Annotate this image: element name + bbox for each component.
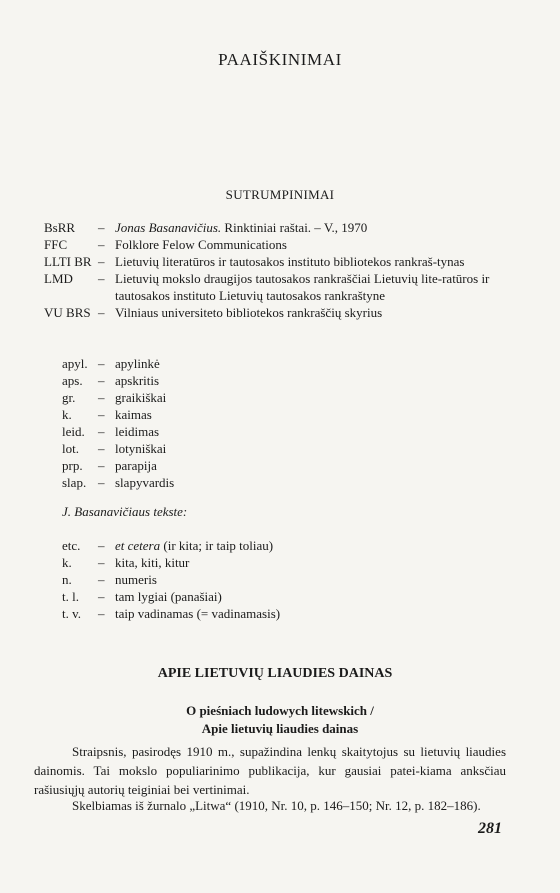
abbr-value: graikiškai xyxy=(115,390,167,405)
abbr-key: lot. xyxy=(62,441,79,456)
page-number: 281 xyxy=(478,820,502,837)
abbr-key: k. xyxy=(62,407,72,422)
list-item xyxy=(62,537,532,554)
abbr-dash: – xyxy=(98,356,105,371)
list-item xyxy=(44,304,514,321)
list-item xyxy=(44,270,514,304)
abbr-value: kita, kiti, kitur xyxy=(115,555,190,570)
abbr-dash: – xyxy=(98,407,105,422)
abbr-key: etc. xyxy=(62,538,81,553)
abbr-dash: – xyxy=(98,390,105,405)
abbr-value: Folklore Felow Communications xyxy=(115,237,287,252)
abbr-key: slap. xyxy=(62,475,87,490)
abbr-dash: – xyxy=(98,555,105,570)
term-explanation: (ir kita; ir taip toliau) xyxy=(160,538,274,553)
abbr-value: kaimas xyxy=(115,407,152,422)
author-name: Jonas Basanavičius. xyxy=(115,220,222,235)
list-item xyxy=(62,457,532,474)
abbr-key: BsRR xyxy=(44,220,76,235)
abbr-dash: – xyxy=(98,220,105,235)
abbr-value: apskritis xyxy=(115,373,160,388)
list-item xyxy=(62,389,532,406)
text-abbreviations-note: J. Basanavičiaus tekste: xyxy=(62,504,188,519)
list-item xyxy=(44,219,514,236)
list-item xyxy=(62,423,532,440)
abbr-value: Vilniaus universiteto bibliotekos rankraščių skyrius xyxy=(115,305,383,320)
abbr-dash: – xyxy=(98,475,105,490)
abbr-value xyxy=(115,219,514,236)
list-item xyxy=(44,253,514,270)
list-item xyxy=(62,571,532,588)
abbr-dash: – xyxy=(98,424,105,439)
abbr-value: slapyvardis xyxy=(115,475,175,490)
abbr-value xyxy=(115,537,532,554)
abbr-value: numeris xyxy=(115,572,157,587)
text-abbreviations-list xyxy=(62,537,532,622)
list-item xyxy=(62,588,532,605)
article-source-note: Skelbiamas iš žurnalo „Litwa“ (1910, Nr. 10, p. 146–150; Nr. 12, p. 182–186). xyxy=(72,798,481,813)
abbr-dash: – xyxy=(98,589,105,604)
abbr-dash: – xyxy=(98,441,105,456)
list-item xyxy=(62,554,532,571)
abbr-dash: – xyxy=(98,538,105,553)
list-item xyxy=(62,406,532,423)
abbr-key: LLTI BR xyxy=(44,254,92,269)
abbr-value: leidimas xyxy=(115,424,160,439)
abbr-key: k. xyxy=(62,555,72,570)
page-title: PAAIŠKINIMAI xyxy=(218,50,342,69)
abbr-key: gr. xyxy=(62,390,76,405)
abbr-key: apyl. xyxy=(62,356,88,371)
abbr-dash: – xyxy=(98,237,105,252)
abbr-value: lotyniškai xyxy=(115,441,167,456)
sources-list xyxy=(44,219,514,321)
abbr-key: t. v. xyxy=(62,606,82,621)
list-item xyxy=(62,355,532,372)
abbr-value: taip vadinamas (= vadinamasis) xyxy=(115,606,281,621)
abbr-dash: – xyxy=(98,458,105,473)
abbr-key: n. xyxy=(62,572,72,587)
latin-term: et cetera xyxy=(115,538,161,553)
article-title: APIE LIETUVIŲ LIAUDIES DAINAS xyxy=(157,666,393,681)
abbr-key: LMD xyxy=(44,271,73,286)
abbr-value: apylinkė xyxy=(115,356,160,371)
abbr-key: aps. xyxy=(62,373,83,388)
abbr-dash: – xyxy=(98,271,105,286)
abbr-value: Lietuvių literatūros ir tautosakos instituto bibliotekos rankraš-tynas xyxy=(115,254,465,269)
abbreviations-heading: SUTRUMPINIMAI xyxy=(225,187,335,202)
abbr-key: t. l. xyxy=(62,589,79,604)
abbr-dash: – xyxy=(98,373,105,388)
list-item xyxy=(62,372,532,389)
article-subtitle-lithuanian: Apie lietuvių liaudies dainas xyxy=(201,721,359,736)
list-item xyxy=(44,236,514,253)
abbr-dash: – xyxy=(98,254,105,269)
article-paragraph: Straipsnis, pasirodęs 1910 m., supažindina lenkų skaitytojus su lietuvių liaudies dainomis. Tai mokslo populiarinimo publikacija, kur gausiai patei-kiama anksčiau rašiusiųjų autorių teiginiai bei vertinimai. xyxy=(34,744,506,797)
abbr-value: tam lygiai (panašiai) xyxy=(115,589,222,604)
abbr-value: Lietuvių mokslo draugijos tautosakos rankraščiai Lietuvių lite-ratūros ir tautosakos instituto Lietuvių tautosakos rankraštyne xyxy=(115,271,490,303)
list-item xyxy=(62,440,532,457)
list-item xyxy=(62,474,532,491)
abbr-key: VU BRS xyxy=(44,305,91,320)
abbr-key: prp. xyxy=(62,458,83,473)
abbr-dash: – xyxy=(98,572,105,587)
common-abbreviations-list xyxy=(62,355,532,491)
abbr-dash: – xyxy=(98,305,105,320)
article-subtitle-polish: O pieśniach ludowych litewskich / xyxy=(186,703,374,718)
abbr-dash: – xyxy=(98,606,105,621)
source-title: Rinktiniai raštai. – V., 1970 xyxy=(221,220,368,235)
abbr-value: parapija xyxy=(115,458,157,473)
abbr-key: leid. xyxy=(62,424,85,439)
list-item xyxy=(62,605,532,622)
abbr-key: FFC xyxy=(44,237,68,252)
article-subtitle xyxy=(0,702,560,738)
